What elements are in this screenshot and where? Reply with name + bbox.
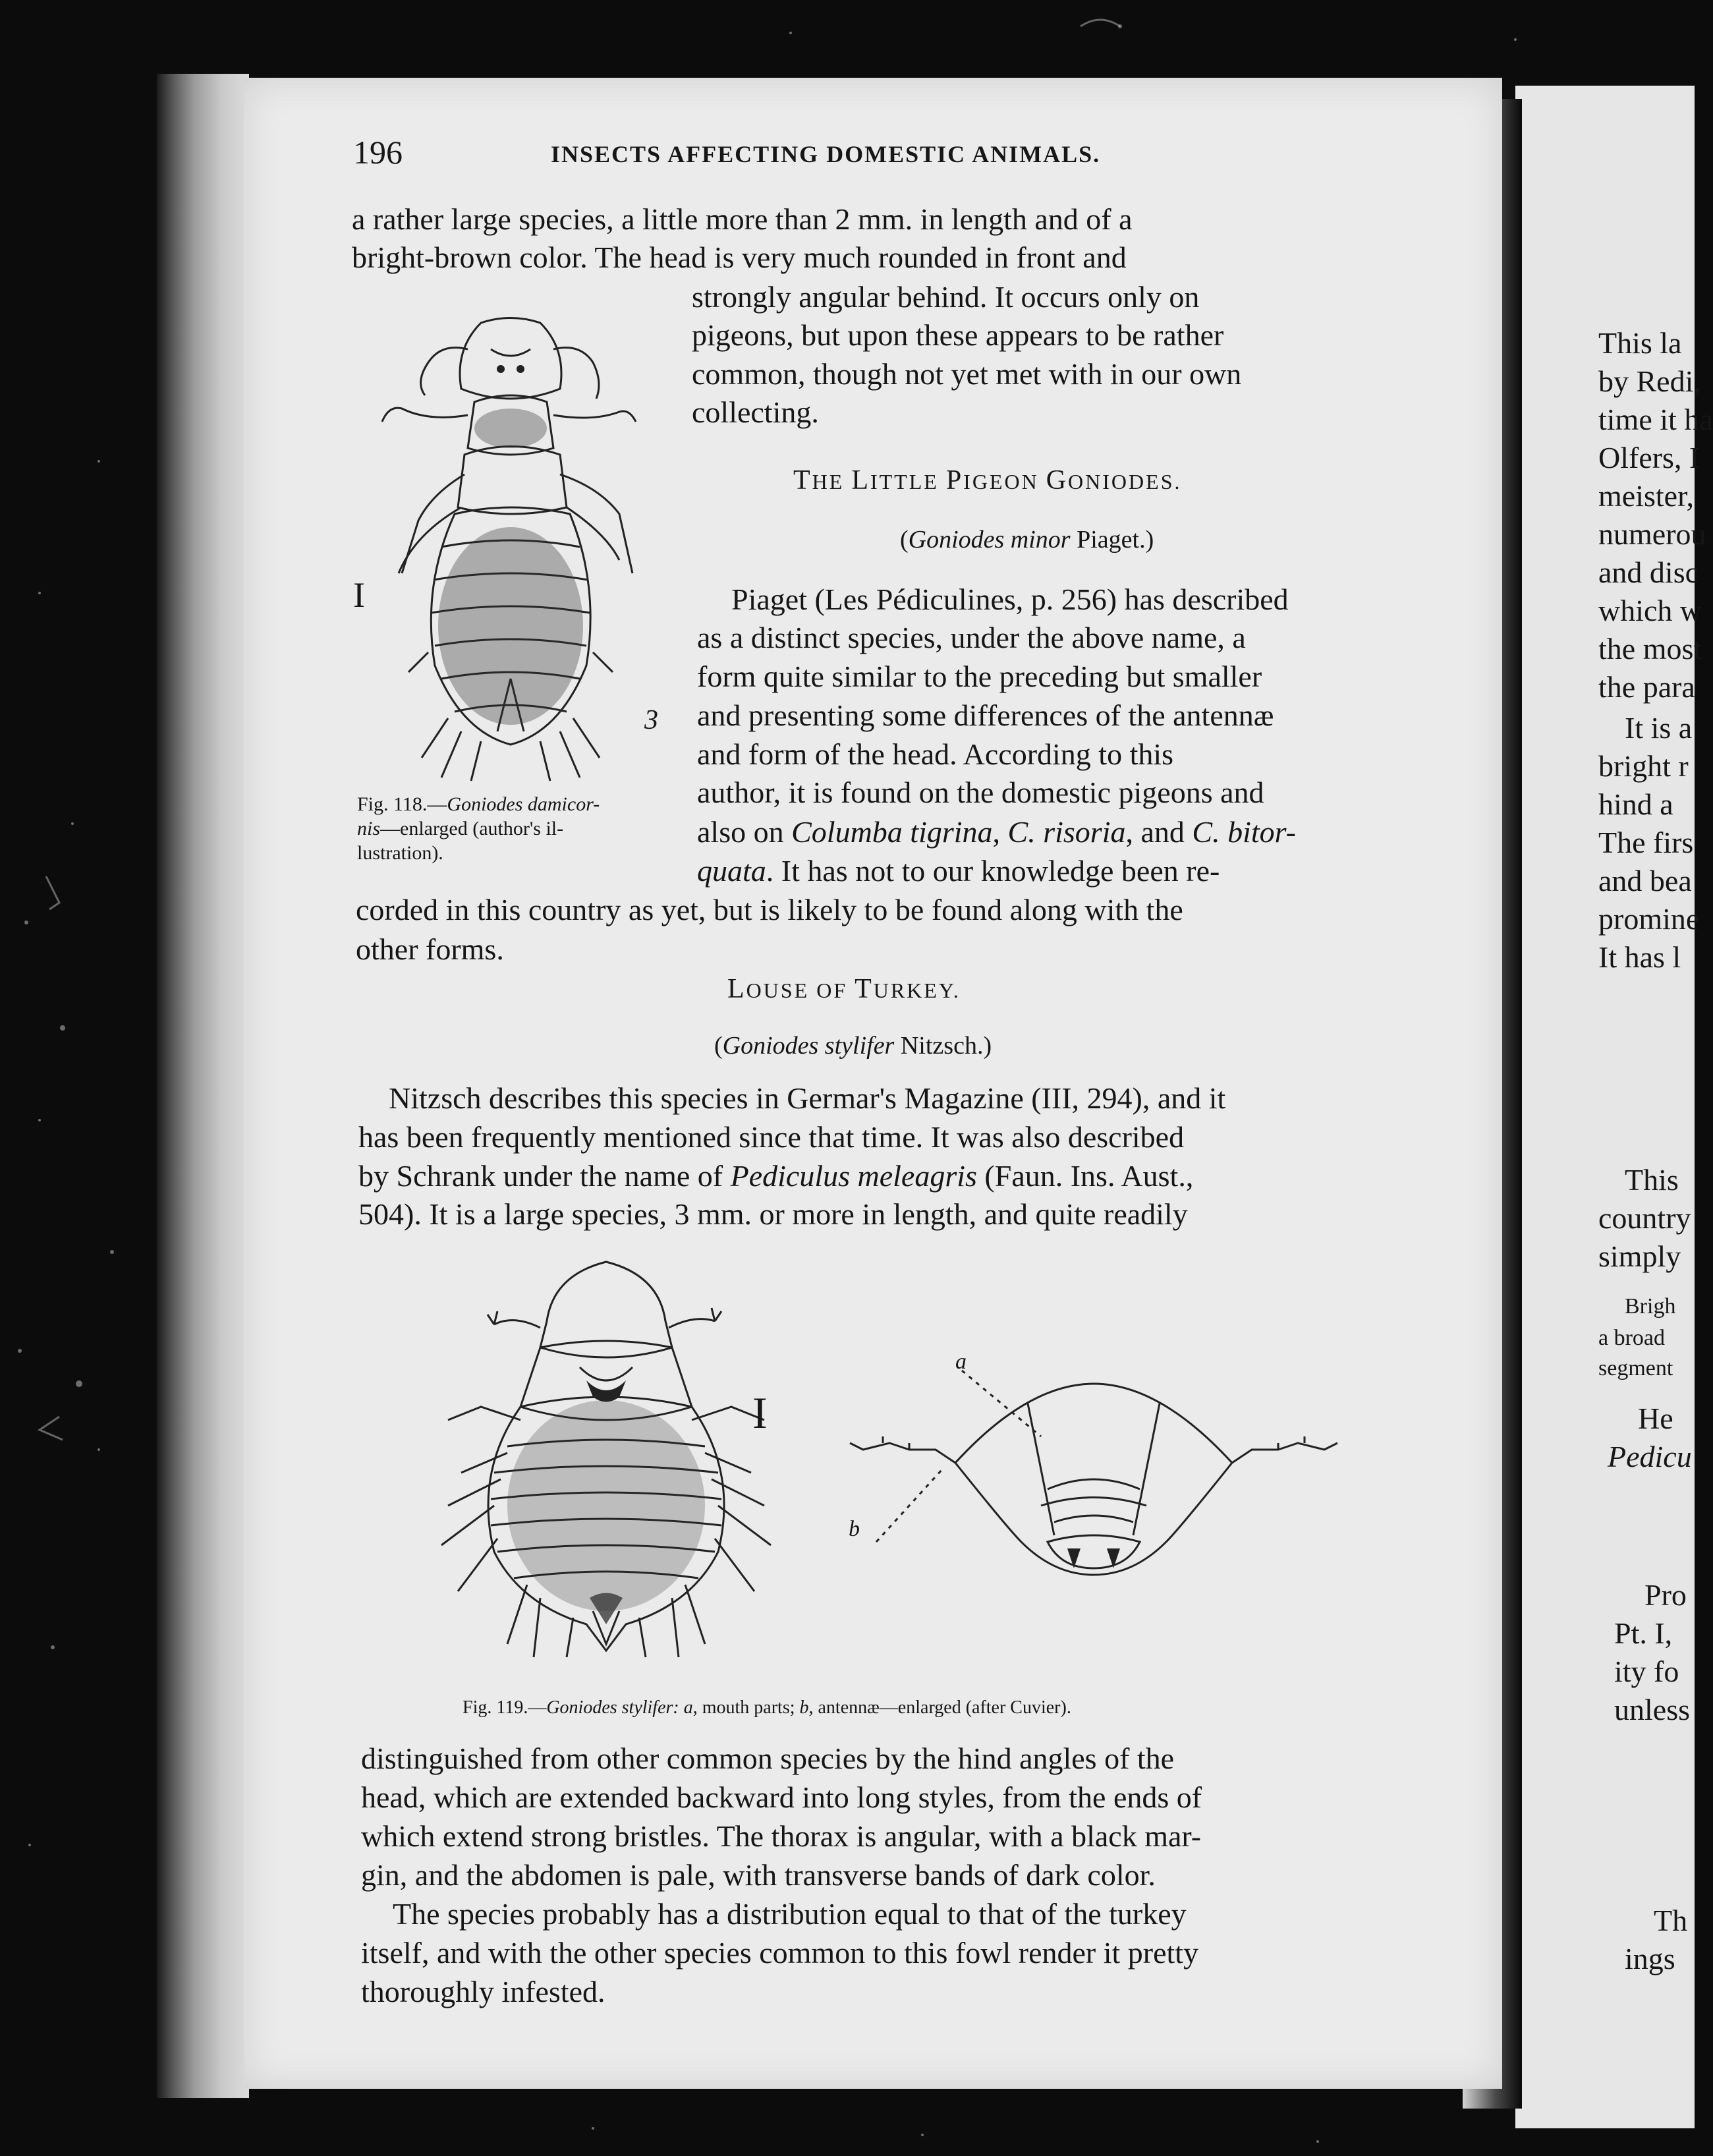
text-line: form quite similar to the preceding but smaller	[697, 660, 1262, 693]
caption-species: Goniodes damicor-	[447, 793, 600, 815]
fig119-caption: Fig. 119.—Goniodes stylifer: a, mouth parts; b, antennæ—enlarged (after Cuvier).	[463, 1697, 1071, 1718]
section-title-louse-of-turkey: LOUSE OF TURKEY.	[727, 974, 961, 1004]
text-line: quata. It has not to our knowledge been re-	[697, 854, 1220, 888]
page-number: 196	[353, 134, 403, 171]
text-line: It has l	[1598, 940, 1681, 974]
text-line: also on Columba tigrina, C. risoria, and C. bitor-	[697, 815, 1296, 849]
caption-fig-number: Fig. 118.—	[357, 793, 447, 815]
text-line: as a distinct species, under the above name, a	[697, 621, 1246, 654]
text-line: promine	[1598, 902, 1700, 936]
fig119-letter-a: a	[955, 1349, 967, 1374]
text-line: The firs	[1598, 826, 1694, 859]
text-line: The species probably has a distribution equal to that of the turkey	[393, 1897, 1187, 1931]
text-line: He	[1638, 1402, 1673, 1435]
text-line: head, which are extended backward into long styles, from the ends of	[361, 1780, 1202, 1814]
text-line: and form of the head. According to this	[697, 737, 1174, 771]
text-line: segment	[1598, 1356, 1673, 1380]
text-line: by Schrank under the name of Pediculus meleagris (Faun. Ins. Aust.,	[358, 1159, 1194, 1193]
text-line: strongly angular behind. It occurs only on	[692, 280, 1200, 314]
fig118-scale-mark: I	[353, 575, 365, 615]
text-line: country	[1598, 1201, 1691, 1235]
text-line: simply	[1598, 1239, 1681, 1273]
figure-119-mouthparts-illustration	[830, 1364, 1344, 1601]
text-line: Piaget (Les Pédiculines, p. 256) has described	[731, 582, 1289, 616]
text-line: gin, and the abdomen is pale, with transverse bands of dark color.	[361, 1858, 1156, 1892]
text-line: a rather large species, a little more than 2 mm. in length and of a	[352, 202, 1133, 236]
caption-text: —enlarged (author's il-	[380, 818, 564, 839]
text-line: ity fo	[1614, 1655, 1679, 1688]
text-line: bright r	[1598, 749, 1689, 783]
text-line: Brigh	[1625, 1294, 1676, 1319]
fig118-corner-mark: 3	[644, 705, 658, 735]
text-line: ings	[1625, 1942, 1675, 1975]
section-title-little-pigeon-goniodes: THE LITTLE PIGEON GONIODES.	[793, 465, 1182, 496]
text-line: collecting.	[692, 395, 819, 429]
running-title: INSECTS AFFECTING DOMESTIC ANIMALS.	[551, 141, 1101, 167]
caption-species: nis	[357, 818, 381, 839]
section-subtitle: (Goniodes stylifer Nitzsch.)	[714, 1032, 992, 1060]
text-line: unless	[1614, 1693, 1690, 1726]
text-line: author, it is found on the domestic pigeons and	[697, 776, 1264, 809]
text-line: has been frequently mentioned since that time. It was also described	[358, 1120, 1185, 1154]
caption-text: lustration).	[357, 842, 443, 864]
text-line: which w	[1598, 594, 1702, 627]
figure-118-louse-illustration	[349, 310, 672, 784]
text-line: 504). It is a large species, 3 mm. or more in length, and quite readily	[358, 1197, 1188, 1231]
text-line: numerou	[1598, 517, 1706, 551]
text-line: and bea	[1598, 864, 1692, 897]
text-line: Pt. I,	[1614, 1616, 1673, 1650]
text-line: common, though not yet met with in our own	[692, 357, 1242, 391]
text-line: the para	[1598, 670, 1695, 704]
text-line: This la	[1598, 326, 1682, 360]
text-line: Pedicu	[1608, 1440, 1692, 1473]
text-line: time it ha	[1598, 403, 1713, 436]
text-line: pigeons, but upon these appears to be rather	[692, 318, 1224, 352]
facing-page-text	[1515, 0, 1713, 2156]
text-line: by Redi,	[1598, 364, 1701, 398]
text-line: the most	[1598, 632, 1702, 666]
text-line: which extend strong bristles. The thorax is angular, with a black mar-	[361, 1819, 1202, 1853]
text-line: bright-brown color. The head is very much rounded in front and	[352, 241, 1127, 274]
text-line: and presenting some differences of the antennæ	[697, 698, 1274, 732]
text-line: and disc	[1598, 555, 1699, 589]
text-line: Th	[1654, 1904, 1688, 1937]
figure-119-louse-illustration	[428, 1255, 797, 1664]
text-line: other forms.	[356, 932, 504, 966]
text-line: hind a	[1598, 787, 1673, 821]
text-line: meister,	[1598, 479, 1695, 513]
text-line: It is a	[1625, 711, 1693, 745]
text-line: a broad	[1598, 1326, 1666, 1350]
text-line: thoroughly infested.	[361, 1975, 605, 2008]
text-line: Pro	[1644, 1578, 1687, 1612]
text-line: corded in this country as yet, but is likely to be found along with the	[356, 893, 1183, 926]
text-line: distinguished from other common species by the hind angles of the	[361, 1742, 1175, 1775]
text-line: This	[1625, 1163, 1679, 1197]
section-subtitle: (Goniodes minor Piaget.)	[900, 526, 1154, 553]
page-edge	[157, 74, 249, 2098]
text-line: Nitzsch describes this species in Germar's Magazine (III, 294), and it	[389, 1081, 1226, 1115]
fig119-scale-mark: I	[752, 1388, 768, 1438]
fig119-letter-b: b	[849, 1517, 860, 1541]
text-line: Olfers, I	[1598, 441, 1700, 474]
text-line: itself, and with the other species common to this fowl render it pretty	[361, 1936, 1199, 1970]
